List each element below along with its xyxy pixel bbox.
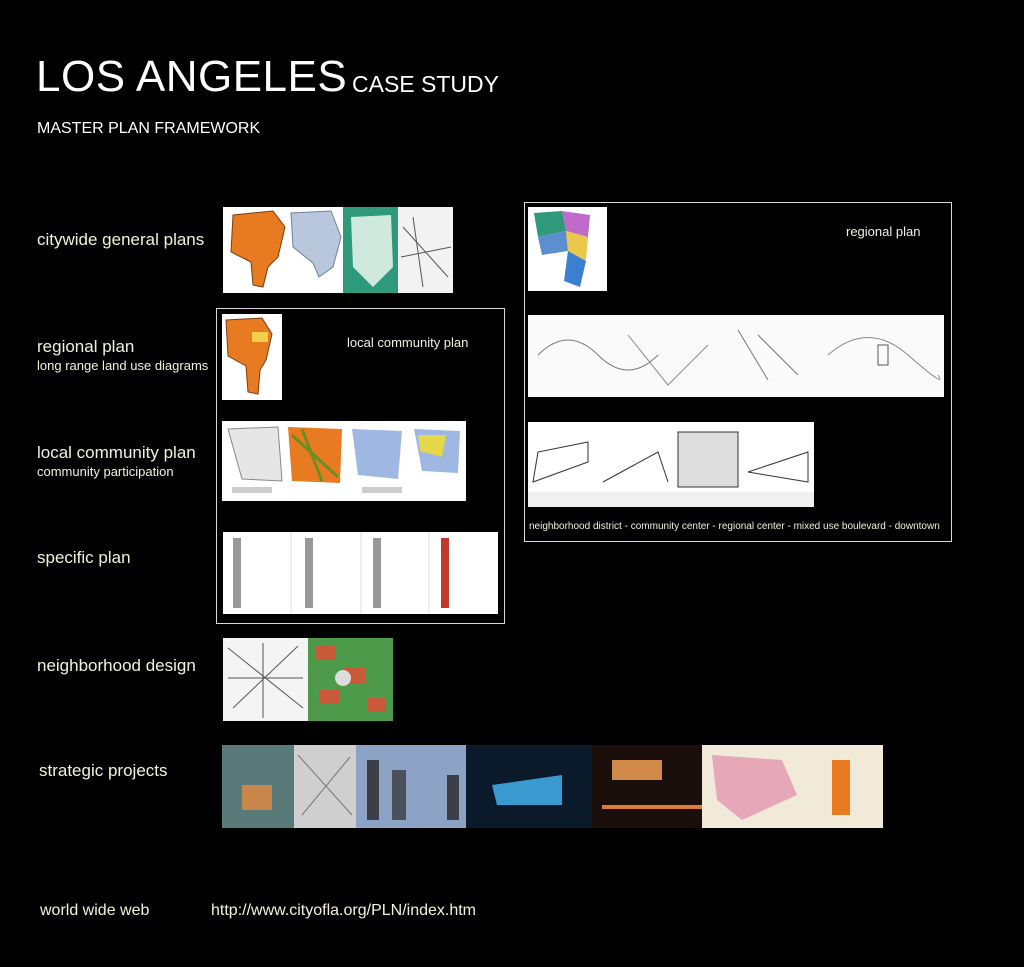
regional-caption: neighborhood district - community center - regional center - mixed use boulevard - downtown (529, 521, 940, 532)
page-title: LOS ANGELES (36, 52, 348, 101)
row-label-local: local community plan (37, 443, 196, 462)
row-label-neighborhood: neighborhood design (37, 656, 196, 675)
row-sublabel-local: community participation (37, 464, 174, 479)
website-link[interactable]: http://www.cityofla.org/PLN/index.htm (211, 902, 476, 919)
row-label-specific: specific plan (37, 548, 131, 567)
framework-heading: MASTER PLAN FRAMEWORK (37, 120, 261, 137)
regional-diagrams-image (528, 315, 944, 397)
row-sublabel-regional: long range land use diagrams (37, 358, 209, 373)
regional-plan-map-image (222, 314, 282, 400)
footer-label: world wide web (40, 902, 150, 919)
local-community-box-label: local community plan (347, 335, 469, 350)
regional-plan-box-label: regional plan (846, 224, 921, 239)
specific-plan-image (223, 532, 498, 614)
neighborhood-design-image (223, 638, 393, 721)
row-label-citywide: citywide general plans (37, 230, 205, 249)
strategic-projects-image (222, 745, 883, 828)
row-label-regional: regional plan (37, 337, 135, 356)
row-label-strategic: strategic projects (39, 761, 168, 780)
page-subtitle: CASE STUDY (352, 71, 499, 97)
regional-sketches-image (528, 422, 814, 507)
citywide-maps-image (223, 207, 453, 293)
local-community-maps-image (222, 421, 466, 501)
regional-color-map-image (528, 207, 607, 291)
